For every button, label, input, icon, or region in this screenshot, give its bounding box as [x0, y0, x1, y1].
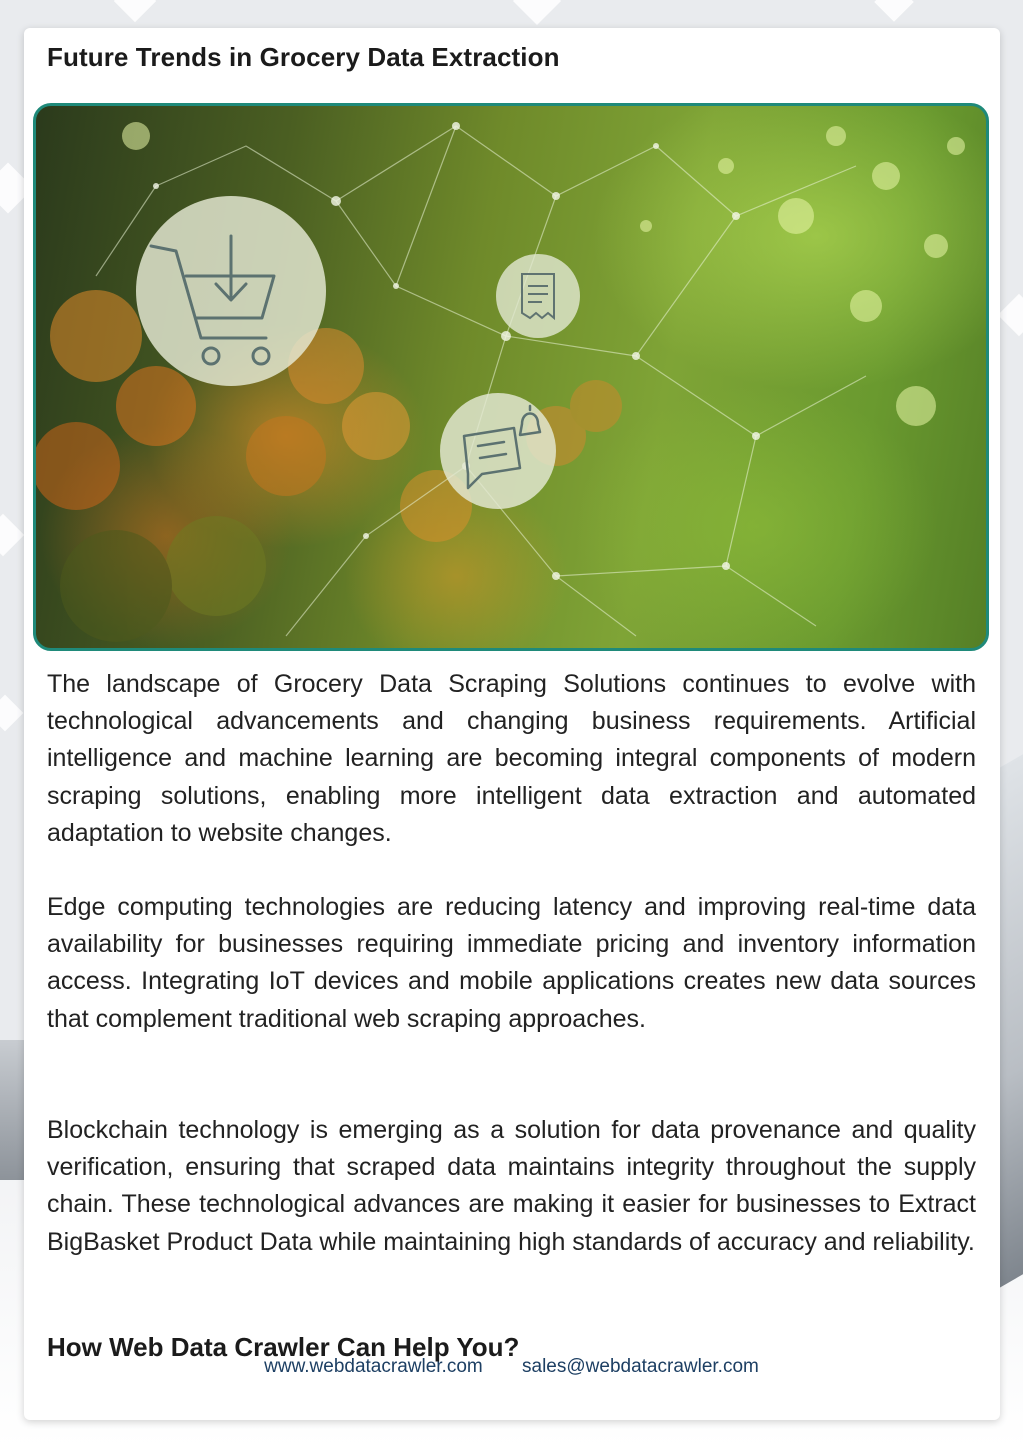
- hero-illustration: [36, 106, 986, 648]
- paragraph: The landscape of Grocery Data Scraping Solutions continues to evolve with technological advancements and changing business requirements. Artificial intelligence and machine learning are becoming integral components of modern scraping solutions, enabling more intelligent data extraction and automated adaptation to website changes.: [47, 670, 976, 847]
- chat-bell-icon: [440, 393, 556, 509]
- paragraph: Edge computing technologies are reducing latency and improving real-time data availability for businesses requiring immediate pricing and inventory information access. Integrating IoT devices and mobile applications creates new data sources that complement traditional web scraping approaches.: [47, 893, 976, 1033]
- footer-contact: [0, 1356, 1023, 1384]
- background-diamond: [0, 695, 23, 732]
- background-diamond: [998, 294, 1023, 336]
- background-diamond: [513, 0, 561, 25]
- website-link[interactable]: www.webdatacrawler.com: [264, 1356, 483, 1377]
- background-diamond: [0, 514, 24, 556]
- document-page: [24, 28, 1000, 1420]
- page-title: Future Trends in Grocery Data Extraction: [47, 42, 560, 72]
- background-diamond: [874, 0, 914, 22]
- email-link[interactable]: sales@webdatacrawler.com: [522, 1356, 759, 1377]
- receipt-icon: [496, 254, 580, 338]
- shopping-cart-icon: [136, 196, 326, 386]
- paragraph: Blockchain technology is emerging as a solution for data provenance and quality verification, ensuring that scraped data maintains integrity throughout the supply chain. These technological advances are making it easier for businesses to Extract BigBasket Product Data while maintaining high standards of accuracy and reliability.: [47, 1116, 976, 1256]
- section-heading: How Web Data Crawler Can Help You?: [47, 1332, 520, 1362]
- hero-image: [33, 103, 989, 651]
- background-diamond: [114, 0, 156, 22]
